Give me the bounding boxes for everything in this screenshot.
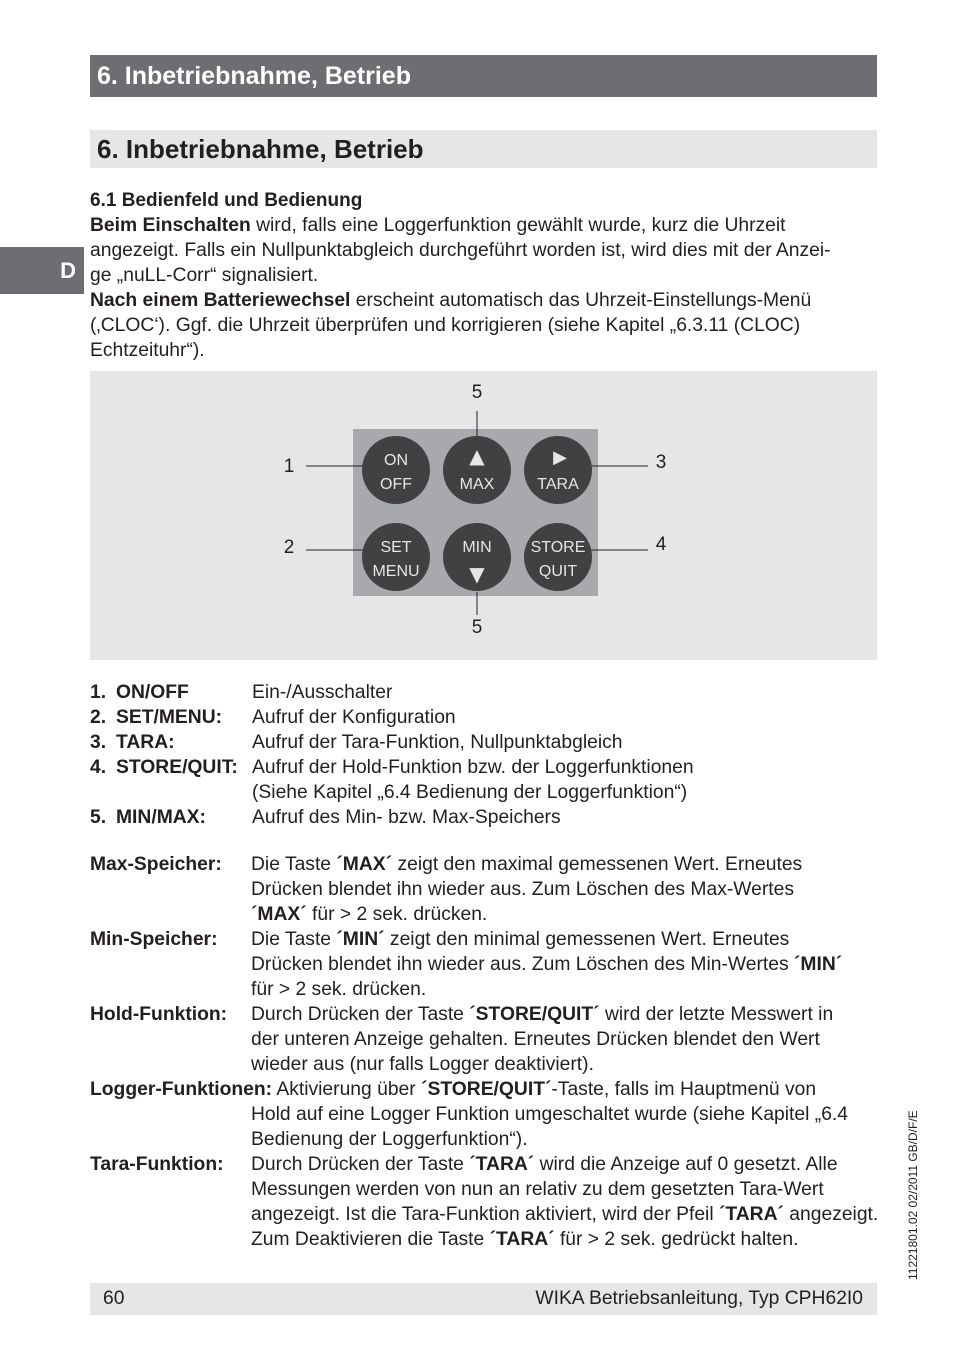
page-header-bar: [90, 55, 877, 97]
section-title: 6. Inbetriebnahme, Betrieb: [97, 134, 424, 164]
page-footer: [90, 1283, 877, 1315]
svg-text:TARA: TARA: [537, 476, 579, 493]
callout-number-3: 3: [655, 452, 667, 473]
term-label: Min-Speicher:: [90, 929, 218, 950]
on-off-button[interactable]: [362, 436, 430, 504]
intro-line-6: Echtzeituhr“).: [90, 340, 205, 361]
svg-text:MIN: MIN: [462, 539, 492, 556]
tara-button[interactable]: [524, 436, 592, 504]
callout-number-5-bottom: 5: [471, 617, 483, 638]
document-code: 11221801.02 02/2011 GB/D/F/E: [906, 1110, 920, 1280]
svg-text:OFF: OFF: [380, 476, 412, 493]
document-title: WIKA Betriebsanleitung, Typ CPH62I0: [535, 1288, 863, 1309]
svg-text:MENU: MENU: [372, 563, 420, 580]
legend-row: 4. STORE/QUIT: Aufruf der Hold-Funktion bzw. der Loggerfunktionen: [90, 757, 694, 778]
legend-row: 5. MIN/MAX: Aufruf des Min- bzw. Max-Speichers: [90, 807, 561, 828]
callout-number-2: 2: [283, 537, 295, 558]
intro-line-1: Beim Einschalten wird, falls eine Loggerfunktion gewählt wurde, kurz die Uhrzeit: [90, 215, 786, 236]
term-label: Max-Speicher:: [90, 854, 222, 875]
svg-text:MAX: MAX: [459, 476, 495, 493]
callout-number-1: 1: [283, 456, 295, 477]
page-header-title: 6. Inbetriebnahme, Betrieb: [97, 62, 411, 90]
intro-line-2: angezeigt. Falls ein Nullpunktabgleich durchgeführt worden ist, wird dies mit der Anzei-: [90, 240, 831, 261]
svg-text:▶: ▶: [553, 447, 567, 468]
svg-text:SET: SET: [380, 539, 412, 556]
keypad-diagram: [90, 371, 877, 660]
svg-text:STORE: STORE: [530, 539, 586, 556]
callout-number-5-top: 5: [471, 382, 483, 403]
callout-number-4: 4: [655, 534, 667, 555]
hold-funktion-entry: Hold-Funktion: Durch Drücken der Taste ´STORE/QUIT´ wird der letzte Messwert in der unteren Anzeige gehalten. Erneutes Drücken blendet den Wert wieder aus (nur falls Logger deaktiviert).: [90, 1004, 834, 1075]
function-descriptions: [90, 852, 880, 1252]
max-button[interactable]: [443, 436, 511, 504]
min-speicher-entry: Min-Speicher: Die Taste ´MIN´ zeigt den minimal gemessenen Wert. Erneutes Drücken blendet ihn wieder aus. Zum Löschen des Min-Wertes ´MIN´ für > 2 sek. drücken.: [90, 929, 843, 1000]
legend-row: 3. TARA: Aufruf der Tara-Funktion, Nullpunktabgleich: [90, 732, 623, 753]
tara-funktion-entry: Tara-Funktion: Durch Drücken der Taste ´TARA´ wird die Anzeige auf 0 gesetzt. Alle Messungen werden von nun an relativ zu dem gesetzten Tara-Wert angezeigt. Ist die Tara-Funktion aktiviert, wird der Pfeil ´TARA´ angezeigt. Zum Deaktivieren die Taste ´TARA´ für > 2 sek. gedrückt halten.: [90, 1154, 879, 1250]
max-speicher-entry: Max-Speicher: Die Taste ´MAX´ zeigt den maximal gemessenen Wert. Erneutes Drücken blendet ihn wieder aus. Zum Löschen des Max-Wertes ´MAX´ für > 2 sek. drücken.: [90, 854, 803, 925]
svg-text:ON: ON: [384, 452, 408, 469]
term-label: Tara-Funktion:: [90, 1154, 224, 1175]
set-menu-button[interactable]: [362, 523, 430, 591]
keypad-figure: [90, 371, 877, 660]
store-quit-button[interactable]: [524, 523, 592, 591]
intro-line-3: ge „nuLL-Corr“ signalisiert.: [90, 265, 319, 286]
button-legend: [90, 680, 890, 830]
term-label: Logger-Funktionen:: [90, 1079, 273, 1100]
subheading: 6.1 Bedienfeld und Bedienung: [90, 190, 363, 211]
legend-row-continuation: (Siehe Kapitel „6.4 Bedienung der Loggerfunktion“): [252, 782, 688, 803]
intro-line-5: (‚CLOC‘). Ggf. die Uhrzeit überprüfen und korrigieren (siehe Kapitel „6.3.11 (CLOC): [90, 315, 801, 336]
section-title-bar: [90, 130, 877, 168]
language-tab: D: [0, 247, 84, 294]
logger-funktionen-entry: Logger-Funktionen: Aktivierung über ´STORE/QUIT´-Taste, falls im Hauptmenü von Hold auf eine Logger Funktion umgeschaltet wurde (siehe Kapitel „6.4 Bedienung der Loggerfunktion“).: [90, 1079, 849, 1150]
term-label: Hold-Funktion:: [90, 1004, 228, 1025]
svg-text:▼: ▼: [469, 562, 485, 586]
min-button[interactable]: [443, 523, 511, 591]
legend-row: 1. ON/OFF Ein-/Ausschalter: [90, 682, 393, 703]
intro-text: [90, 188, 880, 363]
svg-text:▲: ▲: [469, 444, 485, 468]
svg-text:QUIT: QUIT: [538, 563, 578, 580]
intro-line-4: Nach einem Batteriewechsel erscheint automatisch das Uhrzeit-Einstellungs-Menü: [90, 290, 812, 311]
legend-row: 2. SET/MENU: Aufruf der Konfiguration: [90, 707, 456, 728]
page-number: 60: [103, 1288, 125, 1309]
